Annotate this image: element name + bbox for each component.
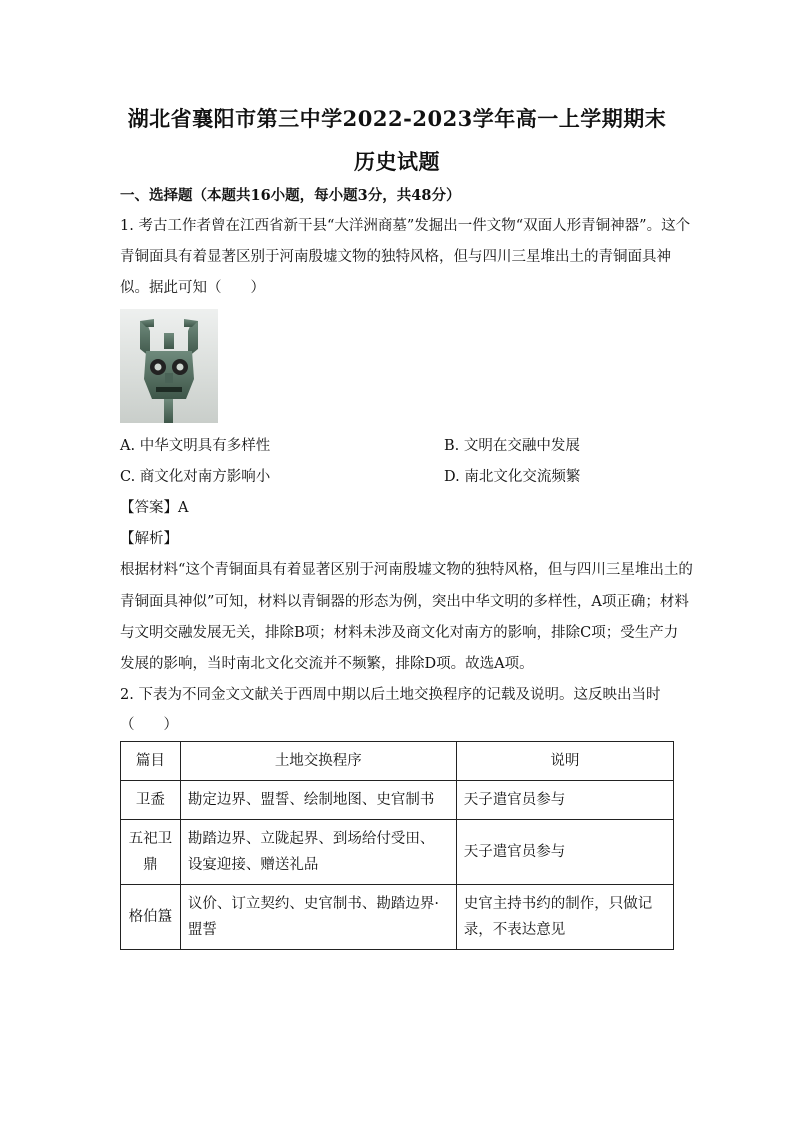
table-header-cell: 说明: [456, 742, 673, 781]
table-row: [121, 781, 674, 820]
table-header-cell: 篇目: [121, 742, 181, 781]
q1-text-line-1: 1. 考古工作者曾在江西省新干县“大洋洲商墓”发掘出一件文物“双面人形青铜神器”。这个: [120, 218, 691, 234]
q2-text-line-1: 2. 下表为不同金文文献关于西周中期以后土地交换程序的记载及说明。这反映出当时: [120, 687, 661, 703]
table-row: [121, 820, 674, 885]
table-cell: 勘踏边界、立陇起界、到场给付受田、设宴迎接、赠送礼品: [180, 820, 456, 885]
table-cell: 天子遣官员参与: [456, 781, 673, 820]
table-cell: 议价、订立契约、史官制书、勘踏边界·盟誓: [180, 885, 456, 950]
table-cell: 天子遣官员参与: [456, 820, 673, 885]
table-row: [121, 885, 674, 950]
table-cell: 格伯簋: [121, 885, 181, 950]
table-cell: 勘定边界、盟誓、绘制地图、史官制书: [180, 781, 456, 820]
q1-text-line-3: 似。据此可知（ ）: [120, 280, 265, 296]
section-heading: 一、选择题（本题共16小题，每小题3分，共48分）: [120, 187, 461, 204]
q1-option-d: D. 南北文化交流频繁: [444, 469, 581, 485]
q1-option-a: A. 中华文明具有多样性: [120, 438, 271, 454]
q1-option-c: C. 商文化对南方影响小: [120, 469, 271, 485]
table-cell: 五祀卫鼎: [121, 820, 181, 885]
bronze-mask-icon: [120, 309, 218, 423]
document-title: 湖北省襄阳市第三中学2022-2023学年高一上学期期末: [127, 106, 667, 131]
document-subtitle: 历史试题: [354, 149, 440, 174]
q1-analysis-line-1: 根据材料“这个青铜面具有着显著区别于河南殷墟文物的独特风格，但与四川三星堆出土的: [120, 562, 693, 578]
q1-analysis-line-2: 青铜面具神似”可知，材料以青铜器的形态为例，突出中华文明的多样性，A项正确；材料: [120, 594, 689, 610]
table-cell: 史官主持书约的制作，只做记录，不表达意见: [456, 885, 673, 950]
table-cell: 卫盉: [121, 781, 181, 820]
land-exchange-table: [120, 741, 674, 950]
q1-text-line-2: 青铜面具有着显著区别于河南殷墟文物的独特风格，但与四川三星堆出土的青铜面具神: [120, 249, 671, 265]
q2-text-line-2: （ ）: [120, 717, 178, 733]
q1-analysis-line-3: 与文明交融发展无关，排除B项；材料未涉及商文化对南方的影响，排除C项；受生产力: [120, 625, 679, 641]
table-header-row: [121, 742, 674, 781]
q1-analysis-heading: 【解析】: [120, 531, 178, 547]
q1-analysis-line-4: 发展的影响，当时南北文化交流并不频繁，排除D项。故选A项。: [120, 656, 534, 672]
table-header-cell: 土地交换程序: [180, 742, 456, 781]
bronze-mask-image: [120, 309, 218, 423]
q1-answer: 【答案】A: [120, 500, 189, 516]
q1-option-b: B. 文明在交融中发展: [444, 438, 580, 454]
